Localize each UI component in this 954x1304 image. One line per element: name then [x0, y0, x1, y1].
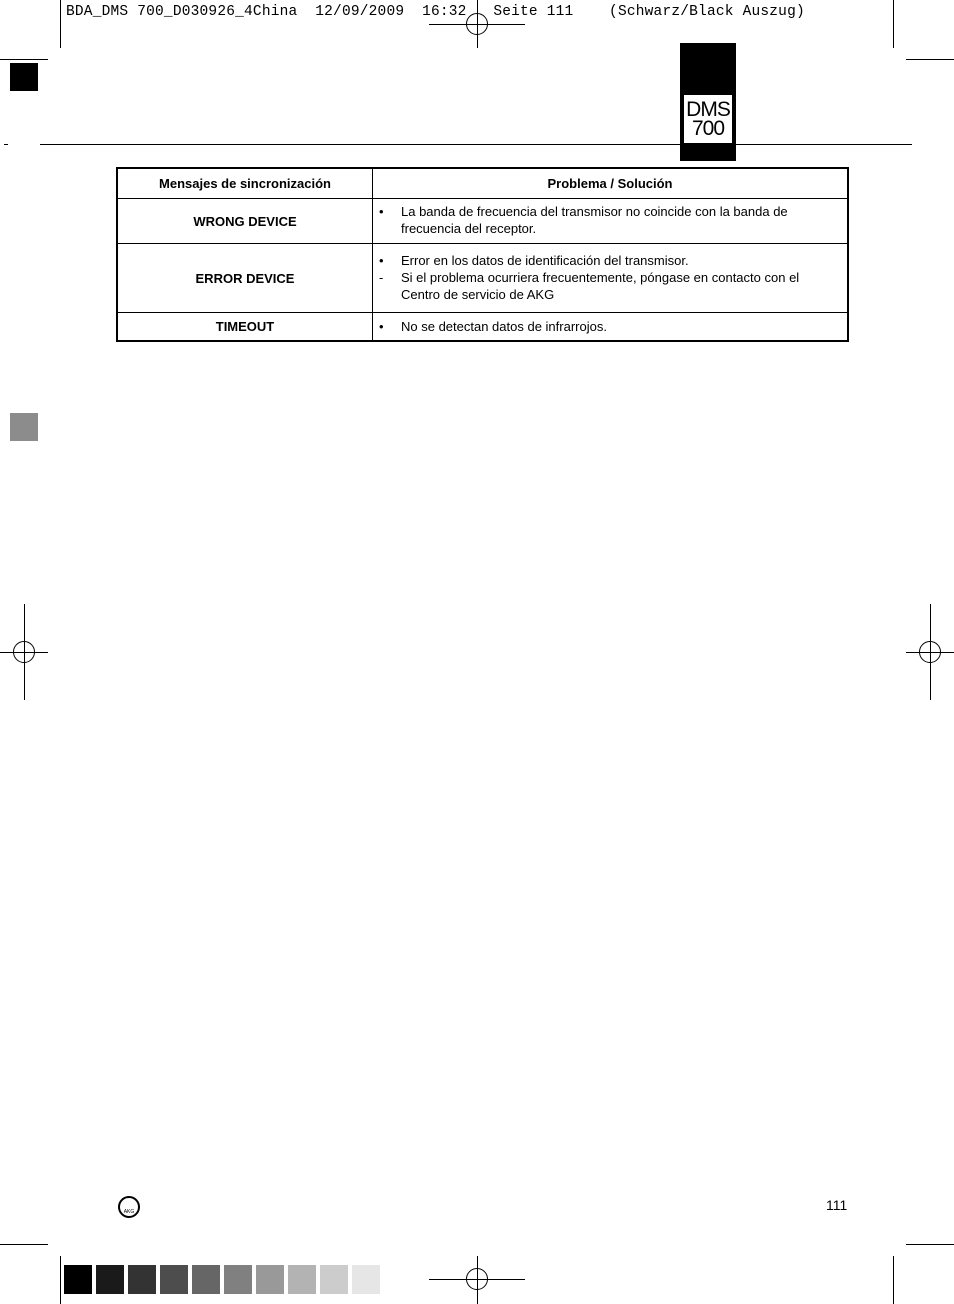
slug-page: Seite 111: [493, 4, 574, 20]
table-row: [117, 199, 848, 244]
grayscale-swatch: [64, 1265, 92, 1294]
register-mark-circle: [466, 13, 488, 35]
akg-logo-icon: [118, 1196, 140, 1218]
solution-text: Si el problema ocurriera frecuentemente, póngase en contacto con el Centro de servicio de AKG: [401, 269, 800, 302]
table-header-row: [117, 168, 848, 199]
bullet-marker: •: [379, 252, 384, 268]
solution-cell: [373, 313, 849, 341]
crop-mark: [906, 59, 954, 60]
solution-text: No se detectan datos de infrarrojos.: [401, 318, 607, 334]
slug-file: BDA_DMS 700_D030926_4China: [66, 4, 298, 20]
solution-item: [379, 203, 839, 237]
product-logo: [680, 43, 736, 161]
register-mark-circle: [13, 641, 35, 663]
solution-item: [379, 318, 839, 335]
crop-mark: [906, 1244, 954, 1245]
crop-mark: [60, 1256, 61, 1304]
message-cell: WRONG DEVICE: [117, 199, 373, 244]
crop-mark: [60, 0, 61, 48]
section-tab-gray: [10, 413, 38, 441]
slug-date: 12/09/2009: [315, 4, 405, 20]
grayscale-swatch: [128, 1265, 156, 1294]
bullet-marker: •: [379, 204, 384, 219]
slug-time: 16:32: [422, 4, 467, 20]
print-slug: [66, 4, 805, 20]
table-row: [117, 244, 848, 313]
crop-mark: [0, 59, 48, 60]
small-tick: [4, 144, 8, 145]
crop-mark: [893, 0, 894, 48]
crop-mark: [893, 1256, 894, 1304]
page-number: 111: [826, 1197, 848, 1213]
solution-text: Error en los datos de identificación del transmisor.: [401, 252, 689, 268]
message-cell: TIMEOUT: [117, 313, 373, 341]
solution-item: [379, 252, 839, 269]
logo-line-2: 700: [691, 117, 725, 140]
solution-item: [379, 269, 839, 303]
column-header-solution: Problema / Solución: [373, 168, 849, 199]
akg-logo-text: AKG: [123, 1209, 135, 1215]
message-cell: ERROR DEVICE: [117, 244, 373, 313]
register-mark-circle: [466, 1268, 488, 1290]
grayscale-swatch: [192, 1265, 220, 1294]
section-tab-black: [10, 63, 38, 91]
solution-text: La banda de frecuencia del transmisor no coincide con la banda de frecuencia del receptor.: [401, 204, 788, 236]
column-header-message: Mensajes de sincronización: [117, 168, 373, 199]
header-rule: [40, 144, 912, 145]
grayscale-swatch: [160, 1265, 188, 1294]
bullet-marker: •: [379, 318, 384, 334]
dash-marker: -: [379, 269, 384, 285]
logo-line-1: DMS: [686, 98, 730, 121]
slug-separation: (Schwarz/Black Auszug): [609, 4, 805, 20]
grayscale-swatch: [352, 1265, 380, 1294]
grayscale-swatch: [288, 1265, 316, 1294]
grayscale-swatch: [320, 1265, 348, 1294]
product-logo-label: [684, 95, 732, 143]
grayscale-swatch: [224, 1265, 252, 1294]
solution-cell: [373, 244, 849, 313]
solution-cell: [373, 199, 849, 244]
register-mark-circle: [919, 641, 941, 663]
grayscale-swatch: [96, 1265, 124, 1294]
crop-mark: [0, 1244, 48, 1245]
grayscale-swatch: [256, 1265, 284, 1294]
table-row: [117, 313, 848, 341]
sync-messages-table: [116, 167, 849, 342]
